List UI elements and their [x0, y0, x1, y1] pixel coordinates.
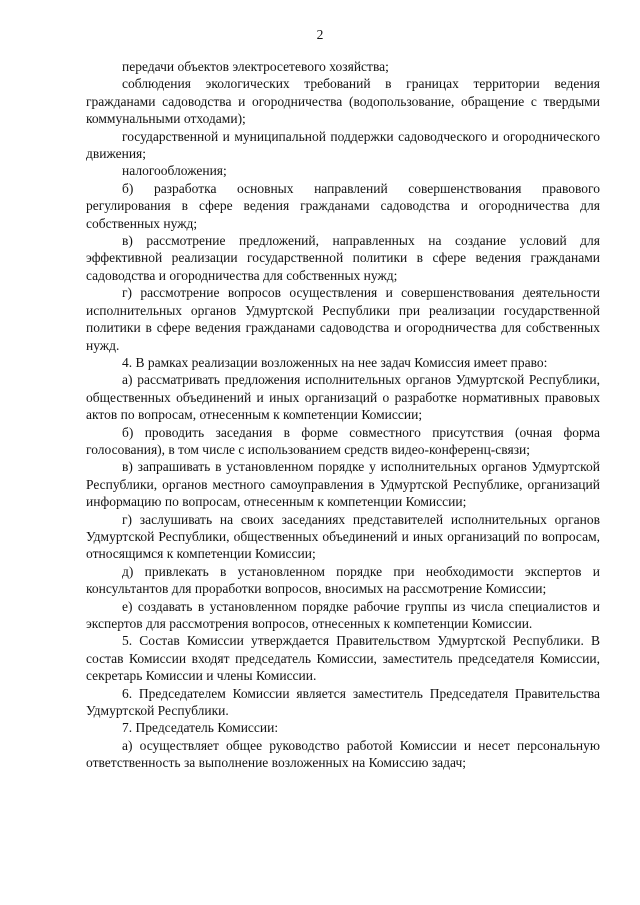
paragraph: д) привлекать в установленном порядке при необходимости экспертов и консультантов для проработки вопросов, вносимых на рассмотрение Комиссии; — [86, 563, 600, 597]
paragraph: соблюдения экологических требований в границах территории ведения гражданами садоводства и огородничества (водопользование, обращение с твердыми коммунальными отходами); — [86, 76, 600, 127]
paragraph: в) запрашивать в установленном порядке у исполнительных органов Удмуртской Республики, органов местного самоуправления в Удмуртской Республике, организаций информацию по вопросам, отнесенным к компетенции Комиссии; — [86, 459, 600, 510]
paragraph: а) осуществляет общее руководство работой Комиссии и несет персональную ответственность за выполнение возложенных на Комиссию задач; — [86, 737, 600, 771]
paragraph: б) разработка основных направлений совершенствования правового регулирования в сфере ведения гражданами садоводства и огородничества для собственных нужд; — [86, 180, 600, 231]
paragraph: 4. В рамках реализации возложенных на нее задач Комиссия имеет право: — [122, 354, 548, 370]
paragraph: е) создавать в установленном порядке рабочие группы из числа специалистов и экспертов для рассмотрения вопросов, отнесенных к компетенции Комиссии. — [86, 598, 600, 631]
paragraph: 7. Председатель Комиссии: — [122, 720, 279, 736]
paragraph: в) рассмотрение предложений, направленных на создание условий для эффективной реализации государственной политики в сфере ведения гражданами садоводства и огородничества для собственных нужд; — [86, 233, 600, 283]
paragraph: а) рассматривать предложения исполнительных органов Удмуртской Республики, общественных объединений и иных организаций о разработке нормативных правовых актов по вопросам, отнесенным к компетенции Комиссии; — [86, 372, 600, 423]
paragraph: передачи объектов электросетевого хозяйства; — [122, 59, 389, 74]
page-number: 2 — [316, 27, 324, 42]
paragraph: 6. Председателем Комиссии является заместитель Председателя Правительства Удмуртской Республики. — [86, 685, 600, 719]
paragraph: 5. Состав Комиссии утверждается Правительством Удмуртской Республики. В состав Комиссии входят председатель Комиссии, заместитель председателя Комиссии, секретарь Комиссии и члены Комиссии. — [86, 633, 600, 684]
paragraph: г) рассмотрение вопросов осуществления и совершенствования деятельности исполнительных органов Удмуртской Республики при реализации государственной политики в сфере ведения гражданами садоводства и огородничества для собственных нужд. — [86, 285, 600, 353]
paragraph: государственной и муниципальной поддержки садоводческого и огороднического движения; — [86, 128, 600, 162]
paragraph: б) проводить заседания в форме совместного присутствия (очная форма голосования), в том числе с использованием средств видео-конференц-связи; — [86, 424, 600, 457]
paragraph: г) заслушивать на своих заседаниях представителей исполнительных органов Удмуртской Республики, общественных объединений и иных организаций по вопросам, относящимся к компетенции Комиссии; — [86, 511, 600, 562]
paragraph: налогообложения; — [122, 163, 227, 179]
document-body — [86, 58, 600, 772]
